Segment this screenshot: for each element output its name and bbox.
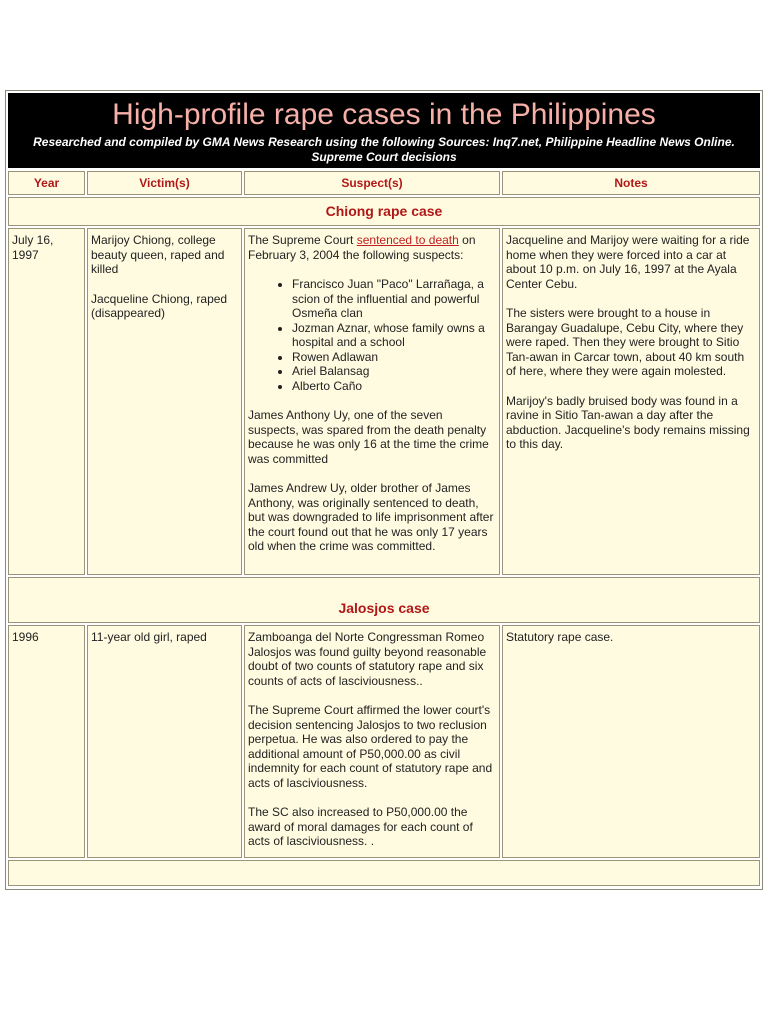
suspect-item: • Jozman Aznar, whose family owns a hospital and a school [292,321,496,350]
column-header-suspects: Suspect(s) [244,171,500,195]
suspects-list [248,277,496,393]
sentenced-to-death-link[interactable]: sentenced to death [356,233,459,247]
case-notes [502,625,760,858]
suspects-intro-text: The Supreme Court [248,233,357,247]
suspects-paragraph: James Anthony Uy, one of the seven suspects, was spared from the death penalty because he was only 16 at the time the crime was committed [248,408,489,466]
suspects-paragraph: James Andrew Uy, older brother of James Anthony, was originally sentenced to death, but was downgraded to life imprisonment after the court found out that he was only 17 years old when the crime was committed. [248,481,494,553]
empty-row [8,860,760,886]
case-victims [87,625,242,858]
notes-paragraph: Jacqueline and Marijoy were waiting for a ride home when they were forced into a car at about 10 p.m. on July 16, 1997 at the Ayala Center Cebu. [506,233,750,291]
case-year: 1996 [8,625,85,858]
suspects-intro [248,233,496,262]
case-victims [87,228,242,575]
suspect-item: • Francisco Juan "Paco" Larrañaga, a scion of the influential and powerful Osmeña clan [292,277,496,321]
victim-entry: 11-year old girl, raped [91,630,207,644]
suspect-item: • Rowen Adlawan [292,350,496,365]
case-suspects [244,228,500,575]
victim-entry: Marijoy Chiong, college beauty queen, raped and killed [91,233,225,276]
section-title-chiong: Chiong rape case [8,197,760,226]
column-header-notes: Notes [502,171,760,195]
suspects-paragraph: Zamboanga del Norte Congressman Romeo Jalosjos was found guilty beyond reasonable doubt of two counts of statutory rape and six counts of acts of lasciviousness.. [248,630,487,688]
column-header-victims: Victim(s) [87,171,242,195]
suspects-intro-text: on February 3, 2004 the following suspects: [248,233,476,262]
suspects-paragraph: The SC also increased to P50,000.00 the award of moral damages for each count of acts of lasciviousness. . [248,805,473,848]
page-title: High-profile rape cases in the Philippines [112,98,656,131]
notes-paragraph: Statutory rape case. [506,630,614,644]
table-header-banner [8,93,760,168]
notes-paragraph: The sisters were brought to a house in Barangay Guadalupe, Cebu City, where they were raped. Then they were brought to Sitio Tan-awan in Carcar town, about 40 km south of here, where they were again molested. [506,306,745,378]
section-title-jalosjos: Jalosjos case [8,577,760,623]
suspect-item: • Alberto Caño [292,379,496,394]
case-notes [502,228,760,575]
column-header-year: Year [8,171,85,195]
victim-entry: Jacqueline Chiong, raped (disappeared) [91,291,228,320]
case-year: July 16, 1997 [8,228,85,575]
cases-table [5,90,763,890]
suspects-paragraph: The Supreme Court affirmed the lower court's decision sentencing Jalosjos to two reclusion perpetua. He was also ordered to pay the additional amount of P50,000.00 as civil indemnity for each count of statutory rape and acts of lasciviousness. [248,703,493,790]
notes-paragraph: Marijoy's badly bruised body was found in a ravine in Sitio Tan-awan a day after the abduction. Jacqueline's body remains missing to this day. [506,393,750,451]
page-subtitle: Researched and compiled by GMA News Research using the following Sources: Inq7.net, Philippine Headline News Online. Supreme Court decisions [33,135,735,164]
suspect-item: • Ariel Balansag [292,364,496,379]
case-suspects [244,625,500,858]
